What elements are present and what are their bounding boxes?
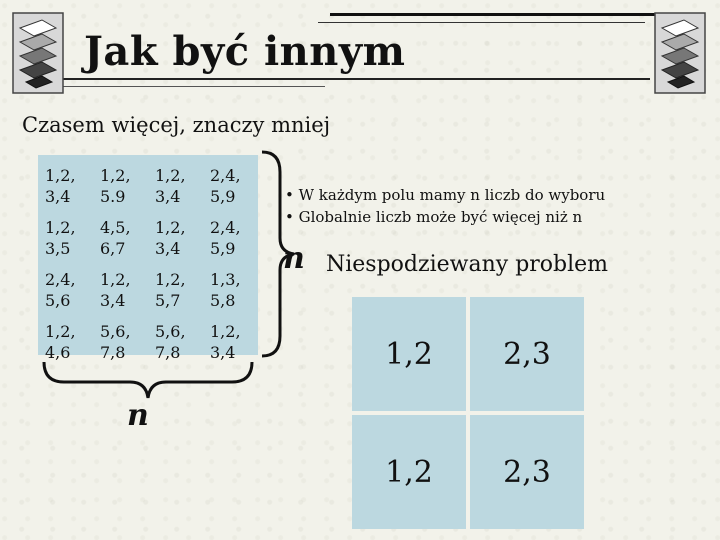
grid-cell: 1,2, 3,4 bbox=[155, 166, 186, 206]
grid-cell: 1,2, 3,4 bbox=[155, 218, 186, 258]
problem-cell: 1,2 bbox=[352, 415, 466, 529]
title-underline bbox=[55, 78, 650, 80]
slide-title: Jak być innym bbox=[84, 28, 406, 75]
grid-cell: 1,2, 3,4 bbox=[210, 322, 241, 362]
stacked-layers-logo-icon bbox=[12, 12, 64, 94]
grid-cell: 1,2, 3,4 bbox=[100, 270, 131, 310]
top-rule-line-thin bbox=[318, 22, 645, 23]
number-grid bbox=[38, 155, 258, 362]
grid-cell: 2,4, 5,9 bbox=[210, 218, 241, 258]
grid-cell: 5,6, 7,8 bbox=[100, 322, 131, 362]
bullet-list bbox=[285, 184, 605, 228]
grid-cell: 1,2, 3,5 bbox=[45, 218, 76, 258]
grid-height-label: n bbox=[283, 241, 305, 276]
grid-cell: 1,3, 5,8 bbox=[210, 270, 241, 310]
grid-cell: 5,6, 7,8 bbox=[155, 322, 186, 362]
grid-cell: 1,2, 5.9 bbox=[100, 166, 131, 206]
problem-grid bbox=[352, 297, 584, 529]
problem-cell: 2,3 bbox=[470, 415, 584, 529]
stacked-layers-logo-icon bbox=[654, 12, 706, 94]
problem-heading: Niespodziewany problem bbox=[326, 252, 609, 277]
grid-cell: 1,2, 5,7 bbox=[155, 270, 186, 310]
problem-cell: 2,3 bbox=[470, 297, 584, 411]
grid-cell: 2,4, 5,9 bbox=[210, 166, 241, 206]
title-underline-thin bbox=[55, 86, 325, 87]
grid-cell: 4,5, 6,7 bbox=[100, 218, 131, 258]
slide-subtitle: Czasem więcej, znaczy mniej bbox=[22, 113, 331, 137]
bullet-item: • W każdym polu mamy n liczb do wyboru bbox=[285, 186, 606, 204]
bullet-item: • Globalnie liczb może być więcej niż n bbox=[285, 208, 583, 226]
top-rule-line bbox=[330, 13, 705, 16]
bottom-brace bbox=[44, 362, 252, 398]
grid-width-label: n bbox=[127, 398, 149, 433]
grid-cell: 1,2, 4,6 bbox=[45, 322, 76, 362]
problem-cell: 1,2 bbox=[352, 297, 466, 411]
grid-cell: 1,2, 3,4 bbox=[45, 166, 76, 206]
grid-cell: 2,4, 5,6 bbox=[45, 270, 76, 310]
